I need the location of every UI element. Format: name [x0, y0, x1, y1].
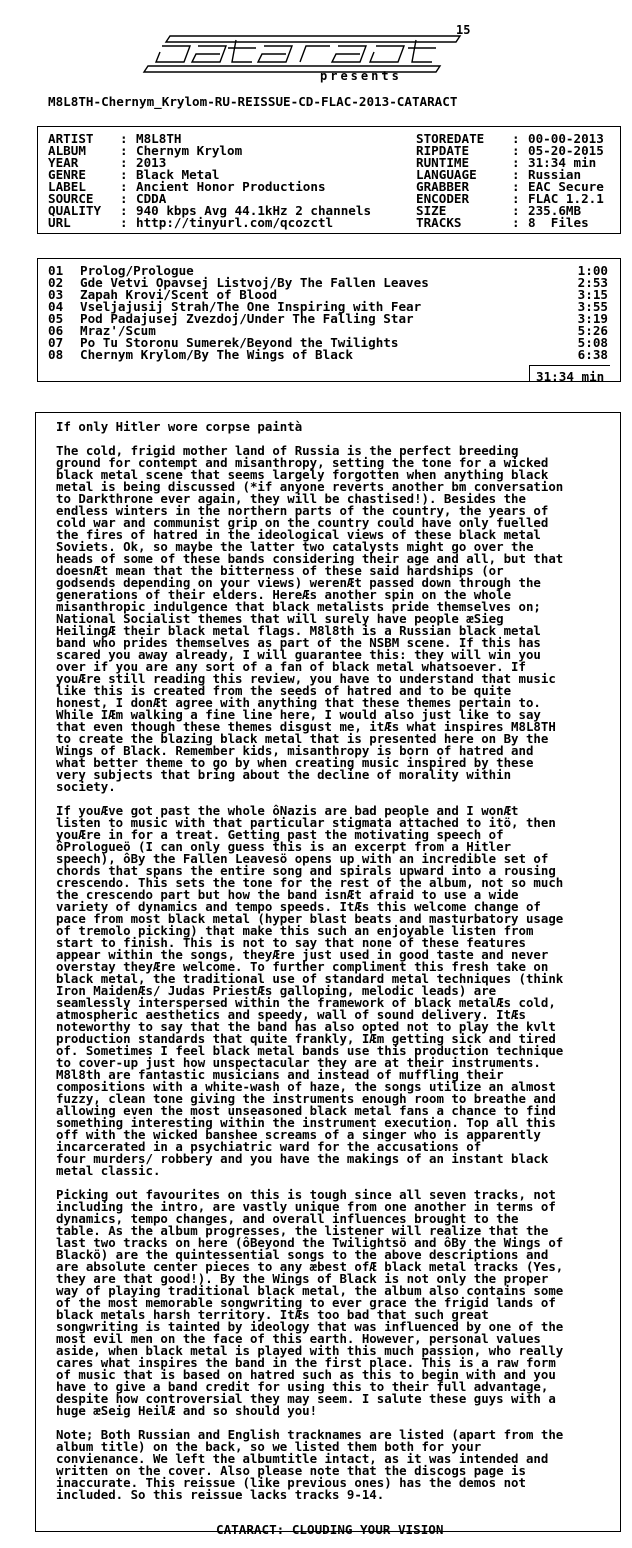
review-paragraph: The cold, frigid mother land of Russia is the perfect breeding ground for contempt and misanthropy, setting the tone for a wicked black metal scene that seems largely forgotten when anything black metal is being discussed (*if anyone reverts another bm conversation to Darkthrone ever again, they will be chastised!). Besides the endless winters in the northern parts of the country, the years of cold war and communist grip on the country could have only fuelled the fires of hatred in the ideological views of these black metal Soviets. Ok, so maybe the latter two catalysts might go over the heads of some of these bands considering their age and all, but that doesnÆt mean that the bitterness of these said hardships (or godsends depending on your views) werenÆt passed down through the generations of their elders. HereÆs another spin on the whole misanthropic indulgence that black metalists pride themselves on; National Socialist themes that will surely have people æSieg HeilingÆ their black metal flags. M8l8th is a Russian black metal band who prides themselves as part of the NSBM scene. If this has scared you away already, I will guarantee this: they will win you over if you are any sort of a fan of black metal whatsoever. If youÆre still reading this review, you have to understand that music like this is created from the seeds of hatred and to be quite honest, I donÆt agree with anything that these themes pertain to. While IÆm walking a fine line here, I would also just like to say that even though these themes disgust me, itÆs what inspires M8L8TH to create the blazing black metal that is presented here on By the Wings of Black. Remember kids, misanthropy is born of hatred and what better theme to go by when creating music inspired by these very subjects that bring about the decline of morality within society.	[56, 443, 564, 794]
info-colon: :	[120, 131, 128, 146]
release-name: M8L8TH-Chernym_Krylom-RU-REISSUE-CD-FLAC-2013-CATARACT	[48, 94, 458, 109]
info-key: LANGUAGE	[416, 167, 477, 182]
info-colon: :	[512, 191, 520, 206]
info-colon: :	[120, 179, 128, 194]
track-time: 3:15	[577, 287, 608, 302]
info-value: 235.6MB	[528, 203, 582, 218]
track-title: Po Tu Storonu Sumerek/Beyond the Twilights	[80, 335, 399, 350]
info-colon: :	[512, 155, 520, 170]
review-title: If only Hitler wore corpse paintà	[56, 419, 303, 434]
info-value: Chernym Krylom	[136, 143, 243, 158]
info-key: LABEL	[48, 179, 86, 194]
track-title: Chernym Krylom/By The Wings of Black	[80, 347, 353, 362]
logo-number: 15	[456, 23, 471, 37]
track-time: 6:38	[577, 347, 608, 362]
info-key: URL	[48, 215, 71, 230]
review-paragraph: Note; Both Russian and English tracknames are listed (apart from the album title) on the back, so we listed them both for your convienance. We left the albumtitle intact, as it was intended and written on the cover. Also please note that the discogs page is inaccurate. This reissue (like previous ones) has the demos not included. So this reissue lacks tracks 9-14.	[56, 1427, 564, 1502]
review-text	[56, 421, 616, 1513]
info-key: RIPDATE	[416, 143, 470, 158]
info-colon: :	[120, 191, 128, 206]
tracklist-box	[37, 258, 621, 382]
info-colon: :	[512, 131, 520, 146]
info-value: 8 Files	[528, 215, 589, 230]
info-value: CDDA	[136, 191, 167, 206]
info-box	[37, 126, 621, 234]
info-colon: :	[120, 155, 128, 170]
track-number: 03	[48, 287, 64, 302]
track-number: 02	[48, 275, 64, 290]
info-colon: :	[512, 179, 520, 194]
info-value: 2013	[136, 155, 167, 170]
info-key: RUNTIME	[416, 155, 470, 170]
info-value: FLAC 1.2.1	[528, 191, 604, 206]
info-key: STOREDATE	[416, 131, 485, 146]
track-title: Vseljajusij Strah/The One Inspiring with Fear	[80, 299, 422, 314]
info-colon: :	[120, 203, 128, 218]
info-key: SOURCE	[48, 191, 94, 206]
track-title: Mraz'/Scum	[80, 323, 156, 338]
info-row	[38, 217, 620, 229]
track-number: 08	[48, 347, 64, 362]
info-value: Ancient Honor Productions	[136, 179, 326, 194]
cataract-logo	[140, 22, 480, 74]
info-value: M8L8TH	[136, 131, 182, 146]
info-colon: :	[512, 143, 520, 158]
track-number: 05	[48, 311, 64, 326]
info-value: Black Metal	[136, 167, 220, 182]
track-title: Prolog/Prologue	[80, 263, 194, 278]
info-value: EAC Secure	[528, 179, 604, 194]
info-value[interactable]: http://tinyurl.com/qcozctl	[136, 215, 334, 230]
track-time: 5:26	[577, 323, 608, 338]
track-number: 01	[48, 263, 64, 278]
track-title: Zapah Krovi/Scent of Blood	[80, 287, 278, 302]
info-value: Russian	[528, 167, 582, 182]
info-key: QUALITY	[48, 203, 102, 218]
info-key: GENRE	[48, 167, 86, 182]
review-box	[35, 412, 621, 1532]
info-colon: :	[512, 167, 520, 182]
track-number: 06	[48, 323, 64, 338]
info-key: YEAR	[48, 155, 79, 170]
footer-slogan: CATARACT: CLOUDING YOUR VISION	[216, 1522, 444, 1537]
info-key: ARTIST	[48, 131, 94, 146]
track-number: 04	[48, 299, 64, 314]
track-title: Pod Padajusej Zvezdoj/Under The Falling Star	[80, 311, 414, 326]
track-time: 2:53	[577, 275, 608, 290]
info-value: 00-00-2013	[528, 131, 604, 146]
review-paragraph: Picking out favourites on this is tough since all seven tracks, not including the intro, are vastly unique from one another in terms of dynamics, tempo changes, and overall influences brought to the table. As the album progresses, the listener will realize that the last two tracks on here (ôBeyond the Twilightsö and ôBy the Wings of Blackö) are the quintessential songs to the above descriptions and are absolute center pieces to any æbest ofÆ black metal tracks (Yes, they are that good!). By the Wings of Black is not only the proper way of playing traditional black metal, the album also contains some of the most memorable songwriting to ever grace the frigid lands of black metals harsh territory. ItÆs too bad that such great songwriting is tainted by ideology that was influenced by one of the most evil men on the face of this earth. However, personal values aside, when black metal is played with this much passion, who really cares what inspires the band in the first place. This is a raw form of music that is based on hatred such as this to begin with and you have to give a band credit for using this to their full advantage, despite how controversial they may seem. I salute these guys with a huge æSeig HeilÆ and so should you!	[56, 1187, 564, 1418]
track-number: 07	[48, 335, 64, 350]
presents-label: presents	[320, 69, 402, 83]
info-key: TRACKS	[416, 215, 462, 230]
info-key: GRABBER	[416, 179, 470, 194]
info-value: 31:34 min	[528, 155, 597, 170]
total-runtime: 31:34 min	[536, 369, 605, 384]
info-colon: :	[512, 203, 520, 218]
track-time: 1:00	[577, 263, 608, 278]
info-key: ENCODER	[416, 191, 470, 206]
info-key: SIZE	[416, 203, 447, 218]
info-colon: :	[120, 143, 128, 158]
review-paragraph: If youÆve got past the whole ôNazis are bad people and I wonÆt listen to music with that particular stigmata attached to itö, then youÆre in for a treat. Getting past the motivating speech of ôPrologueö (I can only guess this is an excerpt from a Hitler speech), ôBy the Fallen Leavesö opens up with an incredible set of chords that spans the entire song and spirals upward into a rousing crescendo. This sets the tone for the rest of the album, not so much the crescendo part but how the band isnÆt afraid to use a wide variety of dynamics and tempo speeds. ItÆs this welcome change of pace from most black metal (hyper blast beats and masturbatory usage of tremolo picking) that make this such an enjoyable listen from start to finish. This is not to say that none of these features appear within the songs, theyÆre just used in good taste and never overstay theyÆre welcome. To further compliment this fresh take on black metal, the traditional use of standard metal techniques (think Iron MaidenÆs/ Judas PriestÆs galloping, melodic leads) are seamlessly interspersed within the framework of black metalÆs cold, atmospheric aesthetics and speedy, wall of sound delivery. ItÆs noteworthy to say that the band has also opted not to play the kvlt production standards that quite frankly, IÆm getting sick and tired of. Sometimes I feel black metal bands use this production technique to cover-up just how unspectacular they are at their instruments. M8l8th are fantastic musicians and instead of muffling their compositions with a white-wash of haze, the songs utilize an almost fuzzy, clean tone giving the instruments enough room to breathe and allowing even the most unseasoned black metal fans a chance to find something interesting within the instrument execution. Top all this off with the wicked banshee screams of a singer who is apparently incarcerated in a psychiatric ward for the accusations of four murders/ robbery and you have the makings of an instant black metal classic.	[56, 803, 564, 1178]
track-title: Gde Vetvi Opavsej Listvoj/By The Fallen Leaves	[80, 275, 429, 290]
track-time: 3:55	[577, 299, 608, 314]
track-time: 5:08	[577, 335, 608, 350]
info-value: 940 kbps Avg 44.1kHz 2 channels	[136, 203, 372, 218]
info-key: ALBUM	[48, 143, 86, 158]
info-colon: :	[512, 215, 520, 230]
track-row	[38, 349, 620, 361]
info-value: 05-20-2015	[528, 143, 604, 158]
info-colon: :	[120, 167, 128, 182]
cataract-logo-art	[140, 22, 480, 74]
track-time: 3:19	[577, 311, 608, 326]
info-colon: :	[120, 215, 128, 230]
